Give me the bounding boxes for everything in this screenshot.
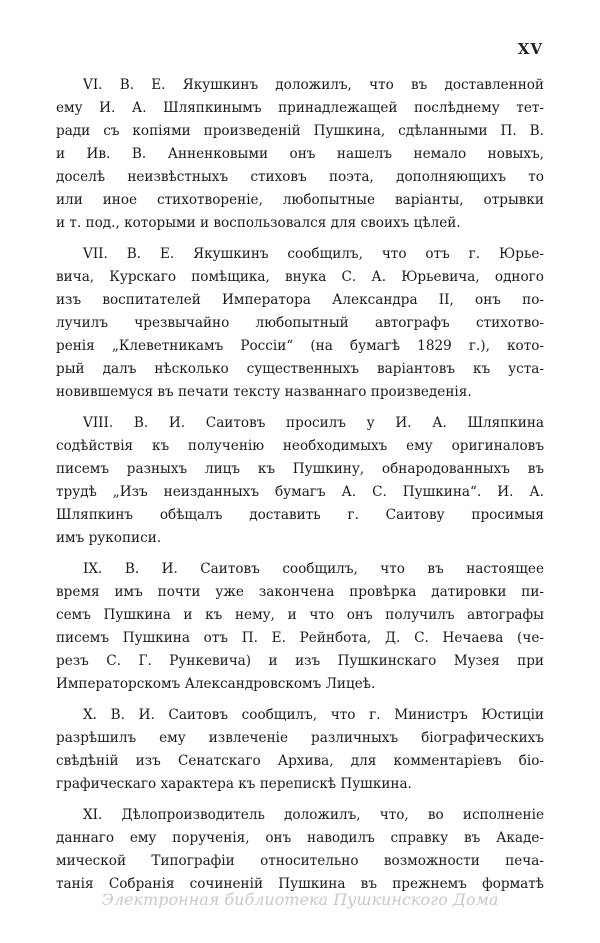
text-line: или иное стихотвореніе, любопытные варіанты, отрывки <box>56 192 544 208</box>
text-line: VI. В. Е. Якушкинъ доложилъ, что въ доставленной <box>83 77 544 93</box>
text-line: лучилъ чрезвычайно любопытный автографъ стихотво- <box>56 315 544 331</box>
text-line: графическаго характера къ перепискѣ Пушкина. <box>56 776 412 792</box>
text-line: вича, Курскаго помѣщика, внука С. А. Юрьевича, одного <box>56 269 544 285</box>
text-line: ради съ копіями произведеній Пушкина, сдѣланными П. В. <box>56 123 544 139</box>
text-line: танія Собранія сочиненій Пушкина въ прежнемъ форматѣ <box>56 876 544 892</box>
text-line: ему И. А. Шляпкинымъ принадлежащей послѣднему тет- <box>56 100 544 116</box>
text-line: изъ воспитателей Императора Александра II, онъ по- <box>56 292 544 308</box>
text-line: VIII. В. И. Саитовъ просилъ у И. А. Шляпкина <box>83 415 544 431</box>
text-line: содѣйствія къ полученію необходимыхъ ему оригиналовъ <box>56 438 544 454</box>
text-line: имъ рукописи. <box>56 530 162 546</box>
page-number: XV <box>517 40 543 58</box>
text-line: и т. под., которыми и воспользовался для своихъ цѣлей. <box>56 215 461 231</box>
text-line: свѣдѣній изъ Сенатскаго Архива, для комментаріевъ біо- <box>56 753 544 769</box>
text-line: IX. В. И. Саитовъ сообщилъ, что въ настоящее <box>83 561 544 577</box>
paragraph <box>56 412 544 550</box>
text-line: мической Типографіи относительно возможности печа- <box>56 853 544 869</box>
text-line: Императорскомъ Александровскомъ Лицеѣ. <box>56 676 376 692</box>
text-line: X. В. И. Саитовъ сообщилъ, что г. Министръ Юстиціи <box>83 707 544 723</box>
text-line: XI. Дѣлопроизводитель доложилъ, что, во исполненіе <box>83 807 544 823</box>
text-line: разрѣшилъ ему извлеченіе различныхъ біографическихъ <box>56 730 544 746</box>
text-line: доселѣ неизвѣстныхъ стиховъ поэта, дополняющихъ то <box>56 169 544 185</box>
text-line: рый далъ нѣсколько существенныхъ варіантовъ къ уста- <box>56 361 544 377</box>
paragraph <box>56 804 544 896</box>
text-line: время имъ почти уже закончена провѣрка датировки пи- <box>56 584 544 600</box>
text-line: семъ Пушкина и къ нему, и что онъ получилъ автографы <box>56 607 544 623</box>
text-line: резъ С. Г. Рункевича) и изъ Пушкинскаго Музея при <box>56 653 544 669</box>
paragraph <box>56 704 544 796</box>
text-line: писемъ разныхъ лицъ къ Пушкину, обнародованныхъ въ <box>56 461 544 477</box>
text-line: Шляпкинъ обѣщалъ доставить г. Саитову просимыя <box>56 507 544 523</box>
text-line: и Ив. В. Анненковыми онъ нашелъ немало новыхъ, <box>56 146 544 162</box>
paragraph <box>56 243 544 404</box>
library-watermark: Электронная библиотека Пушкинского Дома <box>101 890 499 909</box>
text-body <box>56 74 544 904</box>
paragraph <box>56 74 544 235</box>
text-line: трудѣ „Изъ неизданныхъ бумагъ А. С. Пушкина“. И. А. <box>56 484 544 500</box>
text-line: новившемуся въ печати тексту названнаго произведенія. <box>56 384 472 400</box>
paragraph <box>56 558 544 696</box>
text-line: писемъ Пушкина отъ П. Е. Рейнбота, Д. С. Нечаева (че- <box>56 630 544 646</box>
text-line: VII. В. Е. Якушкинъ сообщилъ, что отъ г. Юрье- <box>83 246 544 262</box>
text-line: ренія „Клеветникамъ Россіи“ (на бумагѣ 1829 г.), кото- <box>56 338 544 354</box>
text-line: даннаго ему порученія, онъ наводилъ справку въ Акаде- <box>56 830 544 846</box>
